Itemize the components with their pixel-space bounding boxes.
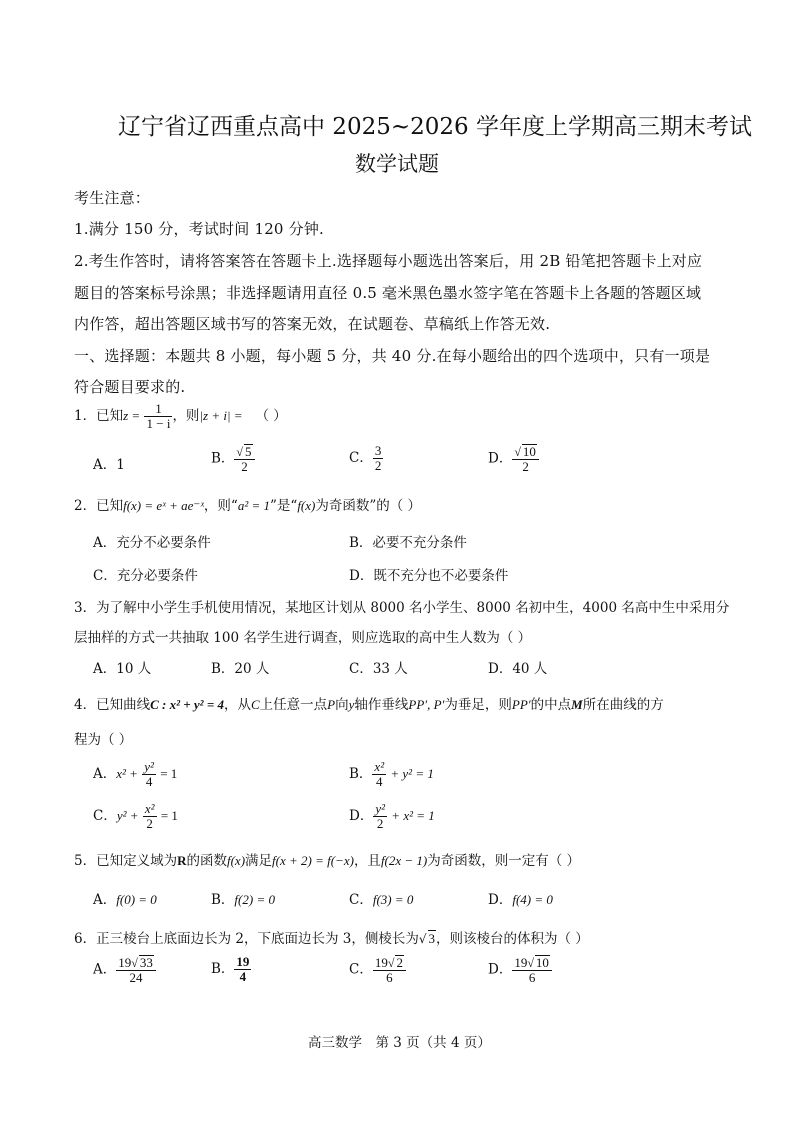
notice-heading: 考生注意：	[74, 189, 151, 207]
q2-option-c: C．充分必要条件	[93, 568, 198, 584]
question-6-stem: 6．正三棱台上底面边长为 2，下底面边长为 3，侧棱长为√ 3，则该棱台的体积为（ ）	[74, 931, 589, 947]
section-heading-line-2: 符合题目要求的.	[74, 378, 186, 396]
question-3-line-1: 3．为了解中小学生手机使用情况，某地区计划从 8000 名小学生、8000 名初中生，4000 名高中生中采用分	[74, 600, 730, 616]
q6-option-b: B． $\frac{19}{4}$	[211, 954, 250, 984]
q5-option-d: D．f(4) = 0	[488, 892, 553, 908]
q3-option-b: B．20 人	[211, 661, 270, 677]
notice-item-2-line-3: 内作答，超出答题区域书写的答案无效，在试题卷、草稿纸上作答无效.	[74, 315, 551, 333]
page-subtitle: 数学试题	[355, 152, 439, 176]
q3-option-d: D．40 人	[488, 661, 548, 677]
question-4-line-2: 程为（ ）	[74, 732, 133, 748]
question-5-stem: 5．已知定义域为R的函数f(x)满足f(x + 2) = f(−x)，且f(2x − 1)为奇函数，则一定有（ ）	[74, 853, 581, 869]
q3-option-a: A．10 人	[93, 661, 152, 677]
q2-option-a: A．充分不必要条件	[93, 535, 211, 551]
q6-option-a: A． $\frac{19√ 33}{24}$	[93, 955, 156, 985]
q6-option-d: D． $\frac{19√ 10}{6}$	[488, 955, 552, 985]
notice-item-2-line-1: 2.考生作答时，请将答案答在答题卡上.选择题每小题选出答案后，用 2B 铅笔把答题卡上对应	[74, 252, 703, 270]
q5-option-c: C．f(3) = 0	[349, 892, 414, 908]
q1-option-c: C． $\frac{3}{2}$	[349, 443, 382, 473]
question-2-stem: 2．已知f(x) = eˣ + ae⁻ˣ，则“a² = 1”是“f(x)为奇函数”的（ ）	[74, 498, 422, 514]
q4-option-c: C．y² + $\frac{\text{x²}}{2}$ = 1	[93, 801, 178, 831]
notice-item-2-line-2: 题目的答案标号涂黑；非选择题请用直径 0.5 毫米黑色墨水签字笔在答题卡上各题的答题区域	[74, 284, 702, 302]
q2-option-d: D．既不充分也不必要条件	[349, 568, 509, 584]
q1-option-d: D． $\frac{√ 10}{2}$	[488, 444, 539, 474]
question-1-stem: 1．已知z = $\frac{1}{1 - i}$ ，则|z + i| = （ ）	[74, 401, 287, 431]
q4-option-a: A．x² + $\frac{\text{y²}}{4}$ = 1	[93, 759, 178, 789]
q2-option-b: B．必要不充分条件	[349, 535, 467, 551]
q6-option-c: C． $\frac{19√ 2}{6}$	[349, 955, 406, 985]
page-footer: 高三数学 第 3 页（共 4 页）	[308, 1035, 491, 1051]
q5-option-a: A．f(0) = 0	[93, 892, 157, 908]
q5-option-b: B．f(2) = 0	[211, 892, 275, 908]
q4-option-d: D． $\frac{\text{y²}}{2}$ + x² = 1	[349, 801, 435, 831]
q1-option-a: A．1	[93, 457, 125, 473]
q4-option-b: B． $\frac{\text{x²}}{4}$ + y² = 1	[349, 759, 434, 789]
notice-item-1: 1.满分 150 分，考试时间 120 分钟.	[74, 220, 325, 238]
section-heading-line-1: 一、选择题：本题共 8 小题，每小题 5 分，共 40 分.在每小题给出的四个选项中，只有一项是	[74, 347, 711, 365]
question-3-line-2: 层抽样的方式一共抽取 100 名学生进行调查，则应选取的高中生人数为（ ）	[74, 630, 532, 646]
question-4-line-1: 4．已知曲线C : x² + y² = 4，从C上任意一点P向y轴作垂线PP′, P′为垂足，则PP′的中点M所在曲线的方	[74, 697, 664, 713]
q3-option-c: C．33 人	[349, 661, 408, 677]
q1-fraction: $\frac{1}{1 - i}$	[146, 401, 171, 431]
page-title: 辽宁省辽西重点高中 2025~2026 学年度上学期高三期末考试	[118, 114, 752, 140]
q1-option-b: B． $\frac{√ 5}{2}$	[211, 444, 255, 474]
